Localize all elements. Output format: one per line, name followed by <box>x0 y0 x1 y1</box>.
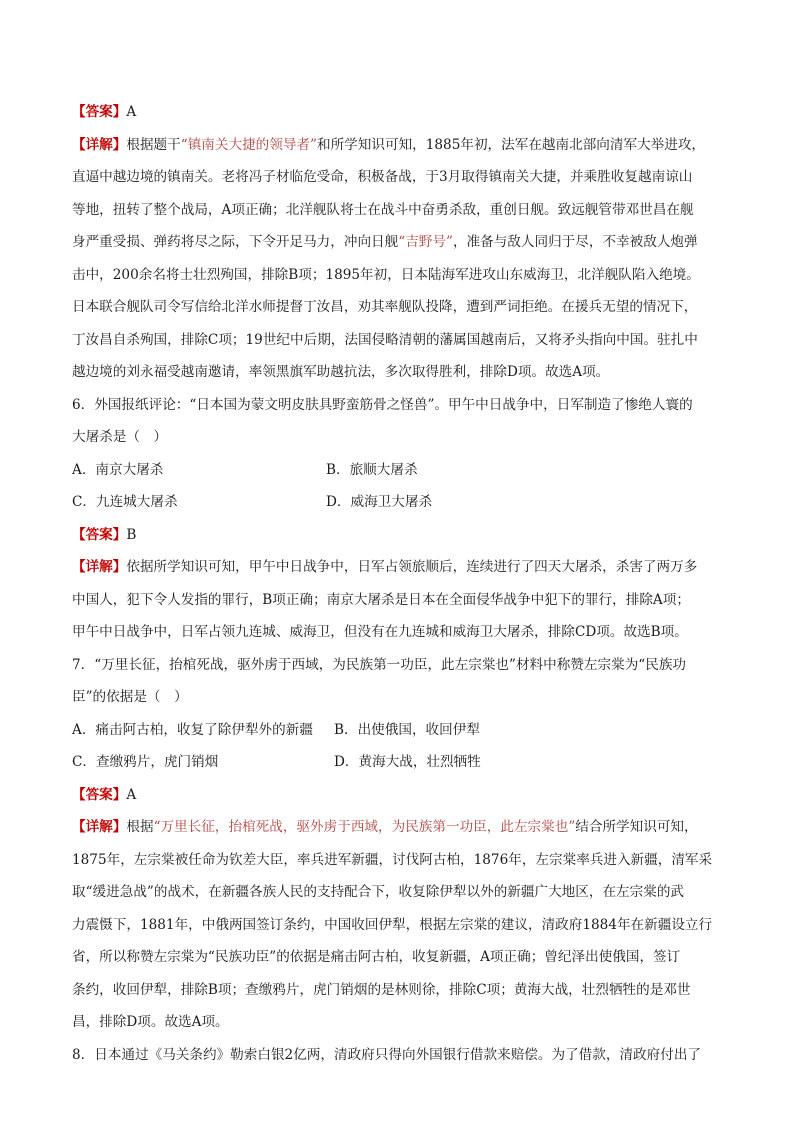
q7-answer-line <box>72 779 722 812</box>
q6-detail-line-3: 甲午中日战争中，日军占领九连城、威海卫，但没有在九连城和威海卫大屠杀，排除CD项。故选B项。 <box>72 624 688 640</box>
q7-stem-line-2: 臣”的依据是（ ） <box>72 689 188 705</box>
answer-value: A <box>126 786 137 803</box>
detail-text: 身严重受损、弹药将尽之际，下令开足马力，冲向日舰 <box>72 234 399 250</box>
option-a: A．痛击阿古柏，收复了除伊犁外的新疆 <box>72 721 313 738</box>
option-c: C．九连城大屠杀 <box>72 494 178 510</box>
q5-detail-line-5: 击中，200余名将士壮烈殉国，排除B项；1895年初，日本陆海军进攻山东威海卫，北洋舰队陷入绝境。 <box>72 266 700 283</box>
detail-text: ，准备与敌人同归于尽，不幸被敌人炮弹 <box>452 234 698 250</box>
detail-tag: 【详解】 <box>72 559 127 575</box>
q7-stem-line-1: 7．“万里长征，抬棺死战，驱外虏于西域，为民族第一功臣，此左宗棠也”材料中称赞左宗棠为“民族功 <box>72 656 687 673</box>
q5-detail-line-4 <box>72 226 722 259</box>
q8-stem-line-1: 8．日本通过《马关条约》勒索白银2亿两，清政府只得向外国银行借款来赔偿。为了借款，清政府付出了 <box>72 1046 702 1063</box>
q7-detail-line-7: 昌，排除D项。故选A项。 <box>72 1014 229 1030</box>
detail-tag: 【详解】 <box>72 819 127 835</box>
q6-detail-line-1 <box>72 551 722 584</box>
detail-text: 根据题干 <box>126 136 181 153</box>
option-b: B．旅顺大屠杀 <box>326 461 418 478</box>
q7-detail-line-1 <box>72 811 722 844</box>
q5-detail-line-6: 日本联合舰队司令写信给北洋水师提督丁汝昌，劝其率舰队投降，遭到严词拒绝。在援兵无望的情况下， <box>72 299 698 315</box>
detail-text: 依据所学知识可知，甲午中日战争中，日军占领旅顺后，连续进行了四天大屠杀，杀害了两万多 <box>126 559 698 575</box>
answer-tag: 【答案】 <box>72 104 127 120</box>
detail-tag: 【详解】 <box>72 136 127 153</box>
detail-text: 根据 <box>126 819 154 835</box>
q6-detail-line-2: 中国人，犯下令人发指的罪行，B项正确；南京大屠杀是日本在全面侵华战争中犯下的罪行，排除A项； <box>72 591 690 608</box>
q6-options-row-1 <box>72 454 722 487</box>
quoted-material: “万里长征，抬棺死战，驱外虏于西域，为民族第一功臣，此左宗棠也” <box>153 819 576 835</box>
option-a: A．南京大屠杀 <box>72 461 164 478</box>
answer-tag: 【答案】 <box>72 786 127 803</box>
q7-options-row-1 <box>72 714 722 747</box>
option-d: D．黄海大战，壮烈牺牲 <box>334 754 481 770</box>
q6-options-row-2 <box>72 486 722 519</box>
q7-detail-line-3: 取“缓进急战”的战术，在新疆各族人民的支持配合下，收复除伊犁以外的新疆广大地区，在左宗棠的武 <box>72 884 685 900</box>
quoted-material: “镇南关大捷的领导者” <box>180 136 317 153</box>
q6-stem-line-1: 6．外国报纸评论：“日本国为蒙文明皮肤具野蛮筋骨之怪兽”。甲午中日战争中，日军制造了惨绝人寰的 <box>72 396 693 413</box>
q7-detail-line-4: 力震慑下，1881年，中俄两国签订条约，中国收回伊犁，根据左宗棠的建议，清政府1884年在新疆设立行 <box>72 916 713 933</box>
detail-text: 结合所学知识可知， <box>575 819 698 835</box>
q5-detail-line-8: 越边境的刘永福受越南邀请，率领黑旗军助越抗法，多次取得胜利，排除D项。故选A项。 <box>72 364 610 380</box>
q7-detail-line-2: 1875年，左宗棠被任命为钦差大臣，率兵进军新疆，讨伐阿古柏，1876年，左宗棠率兵进入新疆，清军采 <box>72 851 713 868</box>
q7-detail-line-6: 条约，收回伊犁，排除B项；查缴鸦片，虎门销烟的是林则徐，排除C项；黄海大战，壮烈牺牲的是邓世 <box>72 981 691 998</box>
option-b: B．出使俄国，收回伊犁 <box>334 721 480 738</box>
quoted-material: “吉野号” <box>398 234 453 250</box>
q6-answer-line <box>72 519 722 552</box>
q5-detail-line-3: 等地，扭转了整个战局，A项正确；北洋舰队将士在战斗中奋勇杀敌，重创日舰。致远舰管带邓世昌在舰 <box>72 201 694 218</box>
q7-detail-line-5: 省，所以称赞左宗棠为“民族功臣”的依据是痛击阿古柏，收复新疆，A项正确；曾纪泽出使俄国，签订 <box>72 949 681 965</box>
document-page <box>72 96 722 1071</box>
detail-text: 和所学知识可知，1885年初，法军在越南北部向清军大举进攻， <box>317 136 706 153</box>
q7-options-row-2 <box>72 746 722 779</box>
q6-stem-line-2: 大屠杀是（ ） <box>72 429 168 445</box>
q5-detail-line-7: 丁汝昌自杀殉国，排除C项；19世纪中后期，法国侵略清朝的藩属国越南后，又将矛头指向中国。驻扎中 <box>72 331 698 348</box>
answer-value: B <box>126 526 137 543</box>
q5-answer-line <box>72 96 722 129</box>
q5-detail-line-2: 直逼中越边境的镇南关。老将冯子材临危受命，积极备战，于3月取得镇南关大捷，并乘胜收复越南谅山 <box>72 169 693 185</box>
q5-detail-line-1 <box>72 129 722 162</box>
option-d: D．威海卫大屠杀 <box>326 494 433 510</box>
answer-tag: 【答案】 <box>72 526 127 543</box>
answer-value: A <box>126 104 137 120</box>
option-c: C．查缴鸦片，虎门销烟 <box>72 754 219 770</box>
